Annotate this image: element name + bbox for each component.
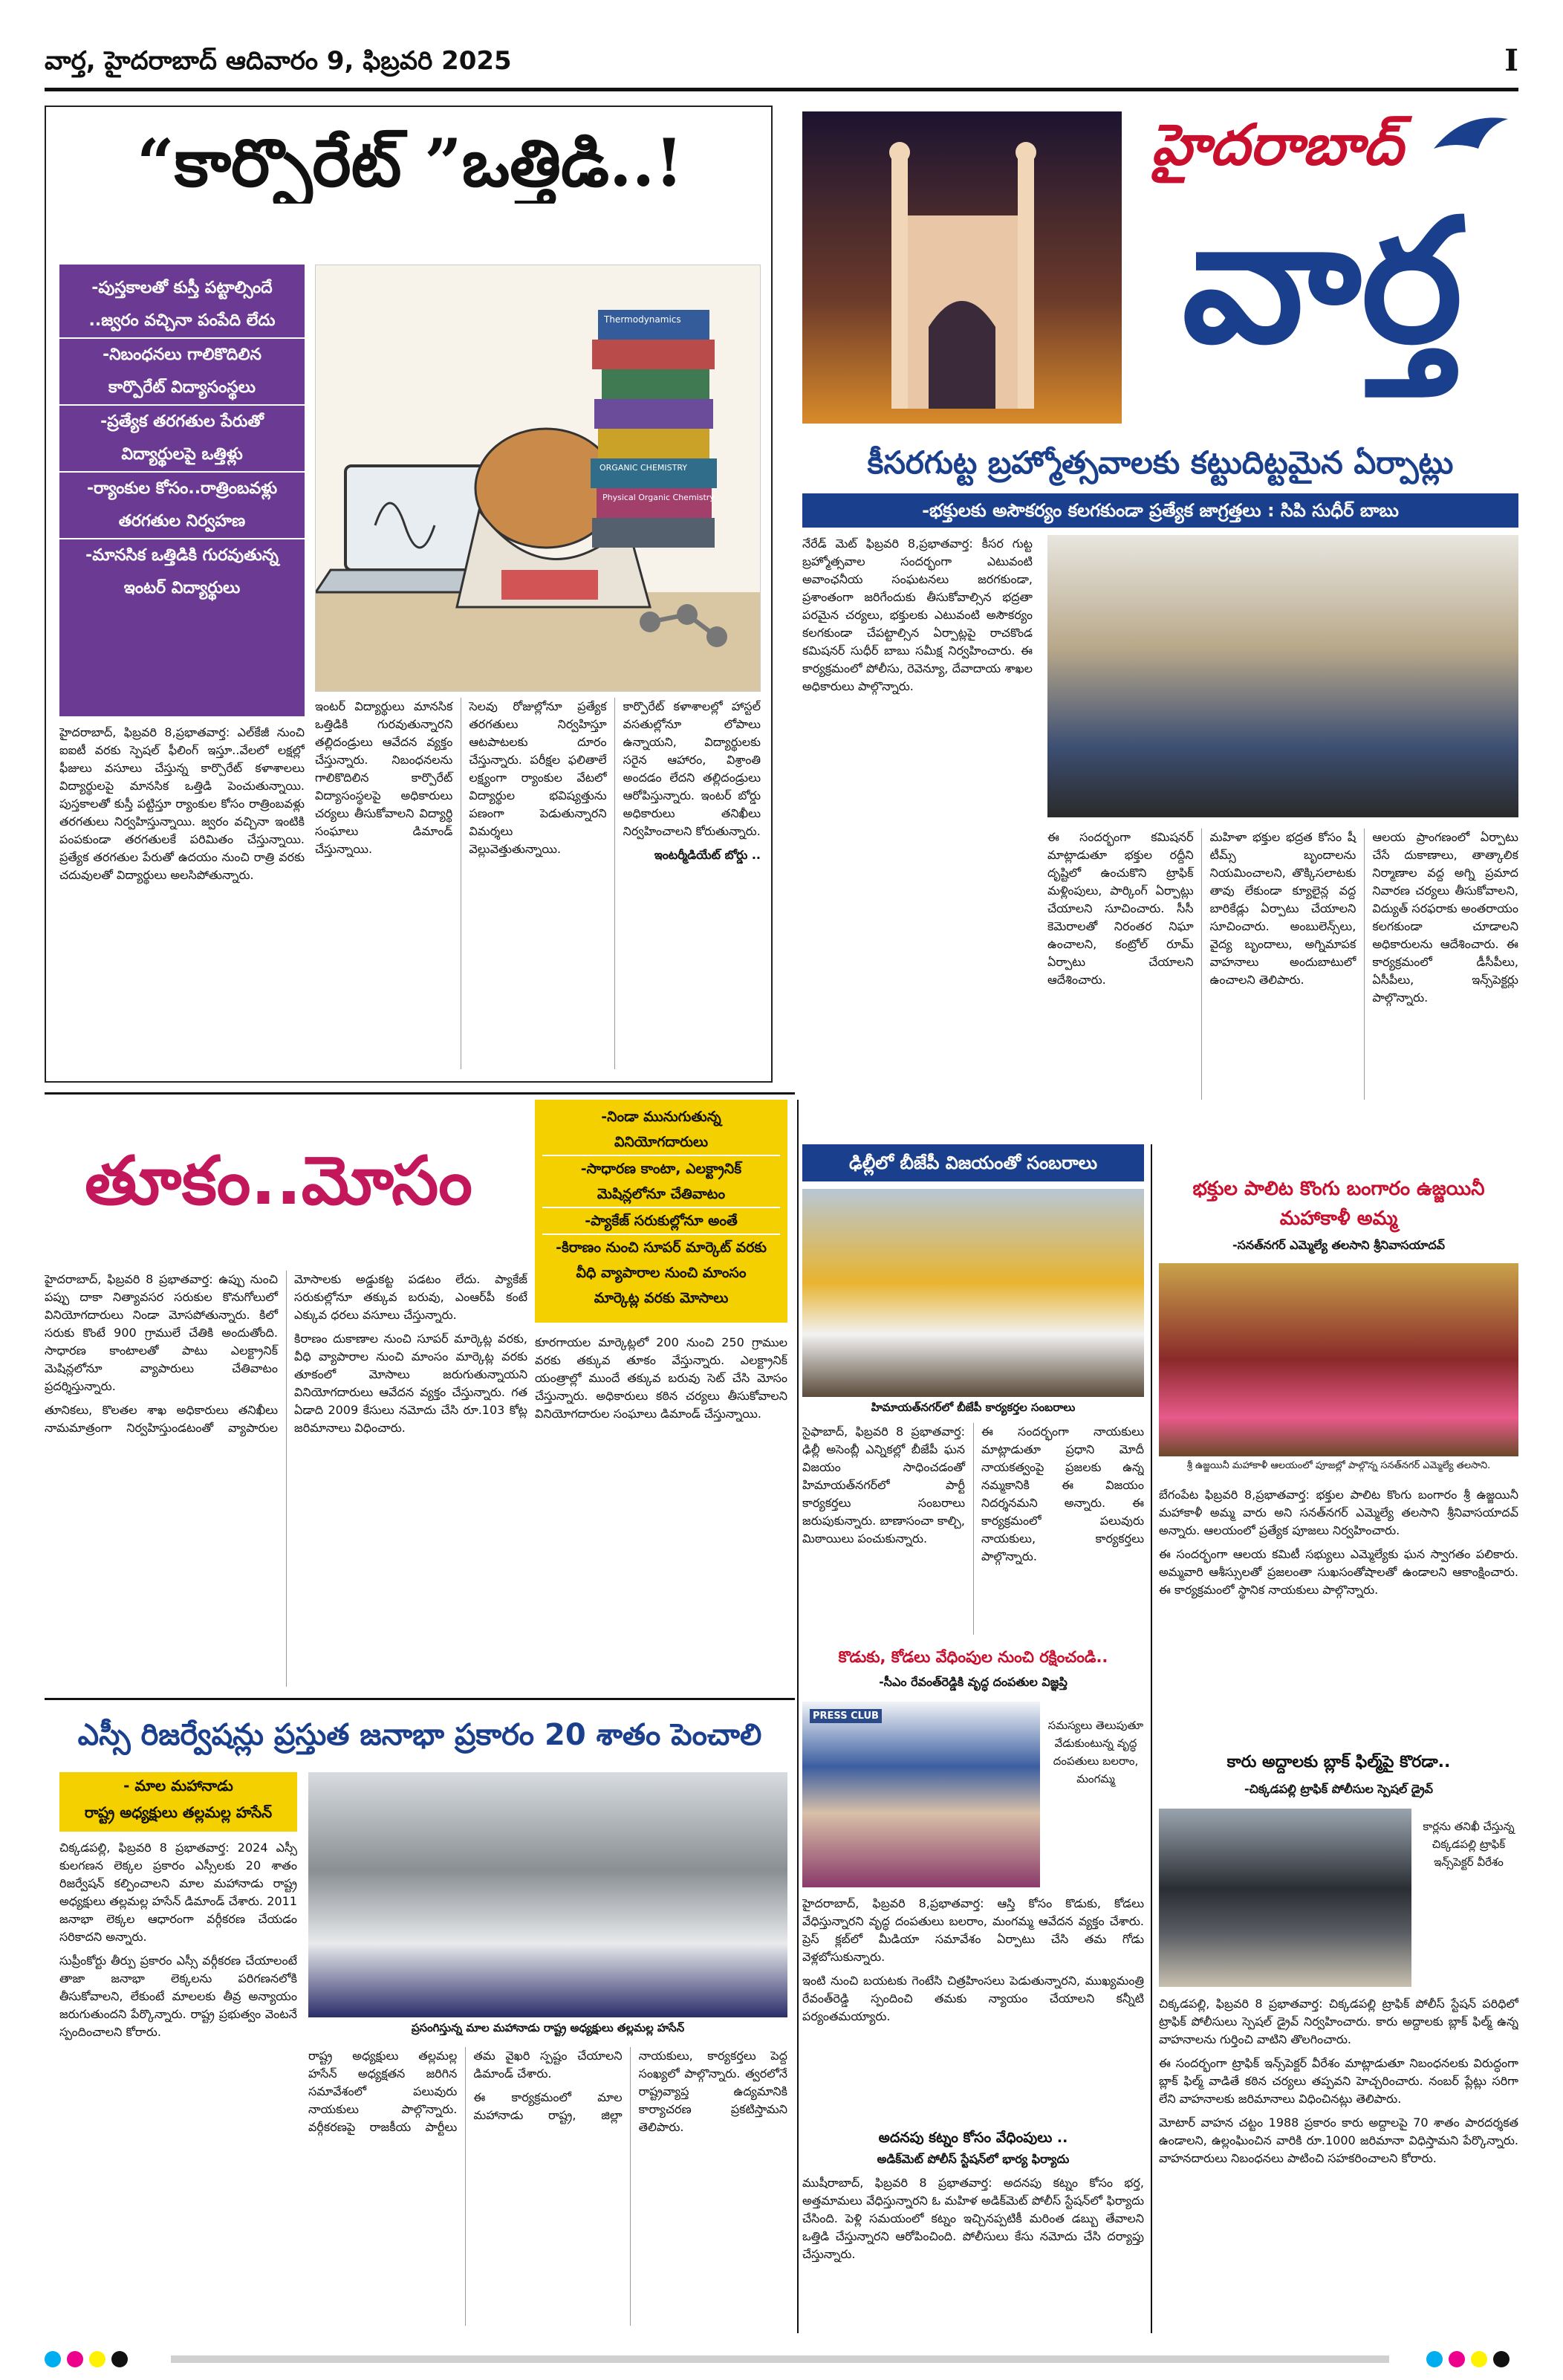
story-bjp xyxy=(802,1144,1144,1635)
book-label-1: Thermodynamics xyxy=(604,314,681,325)
headline-elderly: కొడుకు, కోడలు వేధింపుల నుంచి రక్షించండి.. xyxy=(838,1648,1108,1666)
story1-p1: హైదరాబాద్, ఫిబ్రవరి 8,ప్రభాతవార్త: ఎల్‌కేజీ నుంచి ఐఐటీ వరకు స్పెషల్ ఫీలింగ్ ఇస్తూ..వేలలో లక్షల్లో ఫీజులు వసూలు చేస్తున్న కార్పొరేట్ కళాశాలలు విద్యార్థులపై మానసిక ఒత్తిడి పెంచుతున్నాయి. పుస్తకాలతో కుస్తీ పట్టిస్తూ ర్యాంకుల కోసం రాత్రింబవళ్లు తరగతులు నిర్వహిస్తున్నాయి. జ్వరం వచ్చినా ఇంటికి పంపకుండా తరగతులకే పరిమితం చేస్తున్నాయి. ప్రత్యేక తరగతుల పేరుతో ఉదయం నుంచి రాత్రి వరకు చదువులతో విద్యార్థులు అలసిపోతున్నారు. xyxy=(59,725,305,882)
story1-p4: కార్పొరేట్ కళాశాలల్లో హాస్టల్ వసతుల్లోనూ లోపాలు ఉన్నాయని, విద్యార్థులకు సరైన ఆహారం, విశ్రాంతి అందడం లేదని తల్లిదండ్రులు ఆరోపిస్తున్నారు. ఇంటర్ బోర్డు అధికారులు తనిఖీలు నిర్వహించాలని కోరుతున్నారు. xyxy=(623,699,761,838)
story-dowry xyxy=(802,2125,1144,2333)
story4-p3: రాష్ట్ర అధ్యక్షులు తల్లమల్ల హసేన్ అధ్యక్షతన జరిగిన సమావేశంలో పలువురు నాయకులు పాల్గొన్నారు. వర్గీకరణపై రాజకీయ పార్టీలు తమ వైఖరి స్పష్టం చేయాలని డిమాండ్ చేశారు. xyxy=(308,2049,623,2134)
story1-continued: ఇంటర్మీడియేట్ బోర్డు .. xyxy=(654,848,761,862)
mala-mahanadu-caption: ప్రసంగిస్తున్న మాల మహానాడు రాష్ట్ర అధ్యక్షులు తల్లమల్ల హసేన్ xyxy=(411,2021,685,2034)
story5-body xyxy=(802,1423,1144,1635)
headline-keesaragutta: కీసరగుట్ట బ్రహ్మోత్సవాలకు కట్టుదిట్టమైన ఏర్పాట్లు xyxy=(867,444,1454,481)
story8-p1: ముషీరాబాద్, ఫిబ్రవరి 8 ప్రభాతవార్త: అదనపు కట్నం కోసం భర్త, అత్తమామలు వేధిస్తున్నారని ఓ మహిళ అడిక్‌మెట్ పోలీస్ స్టేషన్‌లో ఫిర్యాదు చేసింది. పెళ్లి సమయంలో కట్నం ఇచ్చినప్పటికీ మరింత డబ్బు తేవాలని ఒత్తిడి చేస్తున్నారని ఆరోపించింది. పోలీసులు కేసు నమోదు చేసి దర్యాప్తు చేస్తున్నారు. xyxy=(802,2176,1144,2261)
story6-body xyxy=(1159,1486,1518,1731)
headline-black-film: కారు అద్దాలకు బ్లాక్ ఫిల్మ్‌పై కొరడా.. xyxy=(1226,1753,1451,1771)
story7-body xyxy=(802,1895,1144,2114)
swatch-black-left xyxy=(111,2351,128,2367)
bullet-2: ..జ్వరం వచ్చినా పంపేది లేదు xyxy=(59,305,305,339)
story9-p2: ఈ సందర్భంగా ట్రాఫిక్ ఇన్స్‌పెక్టర్ వీరేశం మాట్లాడుతూ నిబంధనలకు విరుద్ధంగా బ్లాక్ ఫిల్మ్ వాడితే కఠిన చర్యలు తప్పవని హెచ్చరించారు. నంబర్ ప్లేట్లు సరిగా లేని వాహనాలకు జరిమానాలు విధించినట్లు తెలిపారు. xyxy=(1159,2056,1518,2106)
traffic-police-photo xyxy=(1159,1809,1411,1987)
bullet-10: ఇంటర్ విద్యార్థులు xyxy=(123,579,241,597)
sc-sub: రాష్ట్ర అధ్యక్షులు తల్లమల్ల హసేన్ xyxy=(84,1803,273,1821)
story-corporate-pressure xyxy=(45,106,773,1083)
divider-h1 xyxy=(45,1092,795,1095)
police-meeting-photo xyxy=(1047,535,1518,817)
story6-p1: బేగంపేట ఫిబ్రవరి 8,ప్రభాతవార్త: భక్తుల పాలిట కొంగు బంగారం శ్రీ ఉజ్జయినీ మహాకాళీ అమ్మ వారు అని సనత్‌నగర్ ఎమ్మెల్యే తలసాని శ్రీనివాసయాదవ్ అన్నారు. ఆలయంలో ప్రత్యేక పూజలు నిర్వహించారు. xyxy=(1159,1488,1518,1537)
story8-body xyxy=(802,2174,1144,2330)
dove-icon xyxy=(1426,111,1515,171)
story7-p1: హైదరాబాద్, ఫిబ్రవరి 8,ప్రభాతవార్త: ఆస్తి కోసం కొడుకు, కోడలు వేధిస్తున్నారని వృద్ధ దంపతులు బలరాం, మంగమ్మ ఆవేదన వ్యక్తం చేశారు. ప్రెస్ క్లబ్‌లో మీడియా సమావేశం ఏర్పాటు చేసి తమ గోడు వెళ్లబోసుకున్నారు. xyxy=(802,1896,1144,1964)
bullet-6: విద్యార్థులపై ఒత్తిళ్లు xyxy=(59,438,305,473)
bjp-caption: హిమాయత్‌నగర్‌లో బీజేపీ కార్యకర్తల సంబరాలు xyxy=(871,1401,1076,1414)
story4-p4: ఈ కార్యక్రమంలో మాల మహానాడు రాష్ట్ర, జిల్లా నాయకులు, కార్యకర్తలు పెద్ద సంఖ్యలో పాల్గొన్నారు. త్వరలోనే రాష్ట్రవ్యాప్త ఉద్యమానికి కార్యాచరణ ప్రకటిస్తామని తెలిపారు. xyxy=(473,2049,787,2134)
w-bullet-5: -ప్యాకేజ్ సరుకుల్లోనూ అంతే xyxy=(542,1208,780,1235)
story9-p1: చిక్కడపల్లి, ఫిబ్రవరి 8 ప్రభాతవార్త: చిక్కడపల్లి ట్రాఫిక్ పోలీస్ స్టేషన్ పరిధిలో ట్రాఫిక్ పోలీసులు స్పెషల్ డ్రైవ్ నిర్వహించారు. కారు అద్దాలకు బ్లాక్ ఫిల్మ్ ఉన్న వాహనాలను గుర్తించి వాటిని తొలగించారు. xyxy=(1159,1997,1518,2046)
headline-dowry: అదనపు కట్నం కోసం వేధింపులు .. xyxy=(878,2130,1068,2146)
masthead xyxy=(802,104,1518,431)
elderly-sub: -సీఎం రేవంత్‌రెడ్డికి వృద్ధ దంపతుల విజ్ఞప్తి xyxy=(879,1675,1068,1689)
elderly-caption: సమస్యలు తెలుపుతూ వేడుకుంటున్న వృద్ధ దంపతులు బలరాం, మంగమ్మ xyxy=(1047,1719,1144,1786)
divider-v-right xyxy=(1151,1144,1152,2333)
story-mahakali xyxy=(1159,1174,1518,1739)
book-label-2: ORGANIC CHEMISTRY xyxy=(599,463,687,473)
story7-p2: ఇంటి నుంచి బయటకు గెంటేసి చిత్రహింసలు పెడుతున్నారని, ముఖ్యమంత్రి రేవంత్‌రెడ్డి స్పందించి తమకు న్యాయం చేయాలని కన్నీటి పర్యంతమయ్యారు. xyxy=(802,1974,1144,2023)
swatch-cyan-left xyxy=(45,2351,61,2367)
story3-p4: కూరగాయల మార్కెట్లలో 200 నుంచి 250 గ్రాముల వరకు తక్కువ తూకం వేస్తున్నారు. ఎలక్ట్రానిక్ యంత్రాల్లో ముందే తక్కువ బరువు సెట్ చేసి మోసం చేస్తున్నారు. అధికారులు కఠిన చర్యలు తీసుకోవాలని వినియోగదారుల సంఘాలు డిమాండ్ చేస్తున్నాయి. xyxy=(535,1335,787,1421)
story-black-film xyxy=(1159,1746,1518,2333)
story9-body xyxy=(1159,1995,1518,2329)
bullet-3: -నిబంధనలు గాలికొదిలిన xyxy=(103,346,261,364)
swatch-cyan-right xyxy=(1426,2351,1443,2367)
masthead-small: హైదరాబాద్ xyxy=(1151,111,1403,178)
divider-h2 xyxy=(45,1698,795,1700)
subhead-keesaragutta: -భక్తులకు అసౌకర్యం కలగకుండా ప్రత్యేక జాగ్రత్తలు : సిపి సుధీర్ బాబు xyxy=(802,493,1518,528)
bullet-panel xyxy=(59,265,305,716)
mahakali-sub: -సనత్‌నగర్ ఎమ్మెల్యే తలసాని శ్రీనివాసయాదవ్ xyxy=(1232,1238,1445,1252)
story2-bottom xyxy=(1047,829,1518,1100)
bullet-4: కార్పొరేట్ విద్యాసంస్థలు xyxy=(59,372,305,406)
w-bullet-2: వినియోగదారులు xyxy=(542,1129,780,1156)
dateline: వార్త, హైదరాబాద్ ఆదివారం 9, ఫిబ్రవరి 2025 xyxy=(45,46,512,76)
bullet-9: -మానసిక ఒత్తిడికి గురవుతున్న xyxy=(85,546,279,565)
story3-p1: హైదరాబాద్, ఫిబ్రవరి 8 ప్రభాతవార్త: ఉప్పు నుంచి పప్పు దాకా నిత్యావసర సరుకుల కొనుగోలులో వినియోగదారులు నిండా మోసపోతున్నారు. కిలో సరుకు కొంటే 900 గ్రాములే చేతికి అందుతోంది. సాధారణ కాంటాలతో పాటు ఎలక్ట్రానిక్ మెషిన్లలోనూ వ్యాపారులు చేతివాటం ప్రదర్శిస్తున్నారు. xyxy=(45,1272,278,1393)
story3-body-left xyxy=(45,1271,527,1687)
story5-p1: సైఫాబాద్, ఫిబ్రవరి 8 ప్రభాతవార్త: ఢిల్లీ అసెంబ్లీ ఎన్నికల్లో బీజేపీ ఘన విజయం సాధించడంతో హిమాయత్‌నగర్‌లో పార్టీ కార్యకర్తలు సంబరాలు జరుపుకున్నారు. బాణాసంచా కాల్చి, మిఠాయిలు పంచుకున్నారు. xyxy=(802,1424,965,1546)
black-film-sub: -చిక్కడపల్లి ట్రాఫిక్ పోలీసుల స్పెషల్ డ్రైవ్ xyxy=(1244,1782,1434,1796)
story4-p2: సుప్రీంకోర్టు తీర్పు ప్రకారం ఎస్సీ వర్గీకరణ చేయాలంటే తాజా జనాభా లెక్కలను పరిగణనలోకి తీసుకోవాలని, లేకుంటే మాలలకు తీవ్ర అన్యాయం జరుగుతుందని పేర్కొన్నారు. రాష్ట్ర ప్రభుత్వం వెంటనే స్పందించాలని కోరారు. xyxy=(59,1953,297,2039)
story2-p2: ఈ సందర్భంగా కమిషనర్ మాట్లాడుతూ భక్తుల రద్దీని దృష్టిలో ఉంచుకొని ట్రాఫిక్ మళ్లింపులు, పార్కింగ్ ఏర్పాట్లు చేయాలని సూచించారు. సీసీ కెమెరాలతో నిరంతర నిఘా ఉంచాలని, కంట్రోల్ రూమ్ ఏర్పాటు చేయాలని ఆదేశించారు. xyxy=(1047,830,1194,987)
story1-body-right xyxy=(315,698,761,1069)
footer-bar xyxy=(171,2355,1389,2363)
book-label-3: Physical Organic Chemistry xyxy=(602,493,715,502)
swatch-magenta-right xyxy=(1449,2351,1465,2367)
story9-p3: మోటార్ వాహన చట్టం 1988 ప్రకారం కారు అద్దాలపై 70 శాతం పారదర్శకత ఉండాలని, ఉల్లంఘించిన వారికి రూ.1000 జరిమానా విధిస్తామని పేర్కొన్నారు. వాహనదారులు నిబంధనలు పాటించి సహకరించాలని కోరారు. xyxy=(1159,2115,1518,2165)
bullet-7: -ర్యాంకుల కోసం..రాత్రింబవళ్లు xyxy=(86,479,278,498)
w-bullet-6: -కిరాణం నుంచి సూపర్ మార్కెట్ వరకు xyxy=(556,1239,767,1256)
mala-mahanadu-photo xyxy=(308,1772,787,2017)
story2-p3: మహిళా భక్తుల భద్రత కోసం షీ టీమ్స్ బృందాలను నియమించాలని, తొక్కిసలాటకు తావు లేకుండా క్యూలైన్ల వద్ద బారికేడ్లు ఏర్పాటు చేయాలని సూచించారు. అంబులెన్స్‌లు, వైద్య బృందాలు, అగ్నిమాపక వాహనాలు అందుబాటులో ఉంచాలని తెలిపారు. xyxy=(1209,830,1356,987)
press-club-photo xyxy=(802,1702,1040,1887)
story-keesaragutta xyxy=(802,438,1518,1107)
divider-v-center xyxy=(797,1100,799,2333)
story2-col1 xyxy=(802,535,1033,1100)
sc-kicker: - మాల మహానాడు xyxy=(123,1777,233,1794)
footer-color-strip xyxy=(45,2348,1518,2370)
headline-bjp: ఢిల్లీలో బీజేపీ విజయంతో సంబరాలు xyxy=(802,1144,1144,1181)
page-number: I xyxy=(1504,43,1518,78)
swatch-black-right xyxy=(1493,2351,1510,2367)
w-bullet-7: వీధి వ్యాపారాల నుంచి మాంసం xyxy=(576,1265,747,1281)
story3-p3: కిరాణం దుకాణాల నుంచి సూపర్ మార్కెట్ల వరకు, వీధి వ్యాపారాల నుంచి మాంసం మార్కెట్ల వరకు తూకంలో మోసాలు జరుగుతున్నాయని వినియోగదారులు ఆవేదన వ్యక్తం చేస్తున్నారు. గత ఏడాది 2009 కేసులు నమోదు చేసి రూ.103 కోట్ల జరిమానాలు విధించారు. xyxy=(294,1332,527,1435)
story4-p1: చిక్కడపల్లి, ఫిబ్రవరి 8 ప్రభాతవార్త: 2024 ఎస్సీ కులగణన లెక్కల ప్రకారం ఎస్సీలకు 20 శాతం రిజర్వేషన్ కల్పించాలని మాల మహానాడు రాష్ట్ర అధ్యక్షులు తల్లమల్ల హసేన్ డిమాండ్ చేశారు. 2011 జనాభా లెక్కల ఆధారంగా వర్గీకరణ చేయడం సరికాదని అన్నారు. xyxy=(59,1841,297,1944)
masthead-big: వార్త xyxy=(1182,183,1463,381)
story-elderly-couple xyxy=(802,1642,1144,2118)
story-sc-reservations xyxy=(45,1702,795,2333)
bullet-5: -ప్రత్యేక తరగతుల పేరుతో xyxy=(100,412,264,431)
illustration-svg xyxy=(316,265,761,692)
w-bullet-3: -సాధారణ కాంటా, ఎలక్ట్రానిక్ xyxy=(580,1161,742,1177)
sc-kicker-box xyxy=(59,1772,297,1832)
story2-p1: నేరేడ్ మెట్ ఫిబ్రవరి 8,ప్రభాతవార్త: కీసర గుట్ట బ్రహ్మోత్సవాల సందర్భంగా ఎటువంటి అవాంఛనీయ సంఘటనలు జరగకుండా, ప్రశాంతంగా జరిగేందుకు తీసుకోవాల్సిన భద్రతా పరమైన చర్యలు, భక్తులకు ఎటువంటి అసౌకర్యం కలగకుండా చేపట్టాల్సిన ఏర్పాట్లపై రాచకొండ కమిషనర్ సుధీర్ బాబు సమీక్ష నిర్వహించారు. ఈ కార్యక్రమంలో పోలీసు, రెవెన్యూ, దేవాదాయ శాఖల అధికారులు పాల్గొన్నారు. xyxy=(802,536,1033,693)
charminar-photo xyxy=(802,111,1122,424)
headline-corporate: “కార్పొరేట్ ”ఒత్తిడి..! xyxy=(137,124,683,201)
swatch-yellow-right xyxy=(1471,2351,1487,2367)
story6-p2: ఈ సందర్భంగా ఆలయ కమిటీ సభ్యులు ఎమ్మెల్యేకు ఘన స్వాగతం పలికారు. అమ్మవారి ఆశీస్సులతో ప్రజలంతా సుఖసంతోషాలతో ఉండాలని ఆకాంక్షించారు. ఈ కార్యక్రమంలో స్థానిక నాయకులు పాల్గొన్నారు. xyxy=(1159,1547,1518,1597)
bullet-1: -పుస్తకాలతో కుస్తీ పట్టాల్సిందే xyxy=(91,279,273,297)
story3-body-right xyxy=(535,1334,787,1687)
w-bullet-4: మెషిన్లలోనూ చేతివాటం xyxy=(542,1181,780,1208)
story-weighing-fraud xyxy=(45,1100,795,1694)
story4-col1 xyxy=(59,1839,297,2326)
story1-p2: ఇంటర్ విద్యార్థులు మానసిక ఒత్తిడికి గురవుతున్నారని తల్లిదండ్రులు ఆవేదన వ్యక్తం చేస్తున్నారు. నిబంధనలను గాలికొదిలిన కార్పొరేట్ విద్యాసంస్థలపై అధికారులు చర్యలు తీసుకోవాలని విద్యార్థి సంఘాలు డిమాండ్ చేస్తున్నాయి. xyxy=(315,699,453,856)
swatch-magenta-left xyxy=(67,2351,83,2367)
story1-body-left xyxy=(59,724,305,1073)
mahakali-photo xyxy=(1159,1263,1518,1456)
swatch-yellow-left xyxy=(89,2351,105,2367)
headline-weighing: తూకం..మోసం xyxy=(85,1142,472,1220)
headline-mahakali: భక్తుల పాలిట కొంగు బంగారం ఉజ్జయినీ మహాకాళీ అమ్మ xyxy=(1192,1178,1485,1230)
w-bullet-1: -నిండా మునుగుతున్న xyxy=(601,1109,721,1125)
stressed-student-illustration xyxy=(315,265,761,692)
black-film-caption: కార్లను తనిఖీ చేస్తున్న చిక్కడపల్లి ట్రాఫిక్ ఇన్స్‌పెక్టర్ వీరేశం xyxy=(1423,1820,1515,1869)
mahakali-caption: శ్రీ ఉజ్జయినీ మహాకాళీ ఆలయంలో పూజల్లో పాల్గొన్న సనత్‌నగర్ ఎమ్మెల్యే తలసాని. xyxy=(1186,1460,1491,1471)
headline-sc: ఎస్సీ రిజర్వేషన్లు ప్రస్తుత జనాభా ప్రకారం 20 శాతం పెంచాలి xyxy=(77,1718,762,1752)
story1-p3: సెలవు రోజుల్లోనూ ప్రత్యేక తరగతులు నిర్వహిస్తూ ఆటపాటలకు దూరం చేస్తున్నారు. పరీక్షల ఫలితాలే లక్ష్యంగా ర్యాంకుల వేటలో విద్యార్థుల భవిష్యత్తును పణంగా పెడుతున్నారని విమర్శలు వెల్లువెత్తుతున్నాయి. xyxy=(469,699,607,856)
bullet-8: తరగతుల నిర్వహణ xyxy=(59,505,305,539)
story3-p2: తూనికలు, కొలతల శాఖ అధికారులు తనిఖీలు నామమాత్రంగా నిర్వహిస్తుండటంతో వ్యాపారుల మోసాలకు అడ్డుకట్ట పడటం లేదు. ప్యాకేజ్ సరుకుల్లోనూ తక్కువ బరువు, ఎంఆర్‌పీ కంటే ఎక్కువ ధరలు వసూలు చేస్తున్నారు. xyxy=(45,1272,527,1435)
bjp-photo xyxy=(802,1189,1144,1397)
w-bullet-8: మార్కెట్ల వరకు మోసాలు xyxy=(594,1290,729,1306)
charminar-svg xyxy=(802,111,1122,424)
dowry-sub: అడిక్‌మెట్ పోలీస్ స్టేషన్‌లో భార్య ఫిర్యాదు xyxy=(877,2152,1070,2166)
header-rule xyxy=(45,88,1518,91)
press-club-label: PRESS CLUB xyxy=(810,1709,882,1723)
weighing-bullet-panel xyxy=(535,1100,787,1323)
story5-p2: ఈ సందర్భంగా నాయకులు మాట్లాడుతూ ప్రధాని మోదీ నాయకత్వంపై ప్రజలకు ఉన్న నమ్మకానికి ఈ విజయం నిదర్శనమని అన్నారు. ఈ కార్యక్రమంలో పలువురు నాయకులు, కార్యకర్తలు పాల్గొన్నారు. xyxy=(981,1424,1144,1563)
story2-p4: ఆలయ ప్రాంగణంలో ఏర్పాటు చేసే దుకాణాలు, తాత్కాలిక నిర్మాణాల వద్ద అగ్ని ప్రమాద నివారణ చర్యలు తీసుకోవాలని, విద్యుత్ సరఫరాకు అంతరాయం కలగకుండా చూడాలని అధికారులను ఆదేశించారు. ఈ కార్యక్రమంలో డీసీపీలు, ఏసీపీలు, ఇన్స్‌పెక్టర్లు పాల్గొన్నారు. xyxy=(1372,830,1518,1005)
story4-bottom xyxy=(308,2047,787,2326)
